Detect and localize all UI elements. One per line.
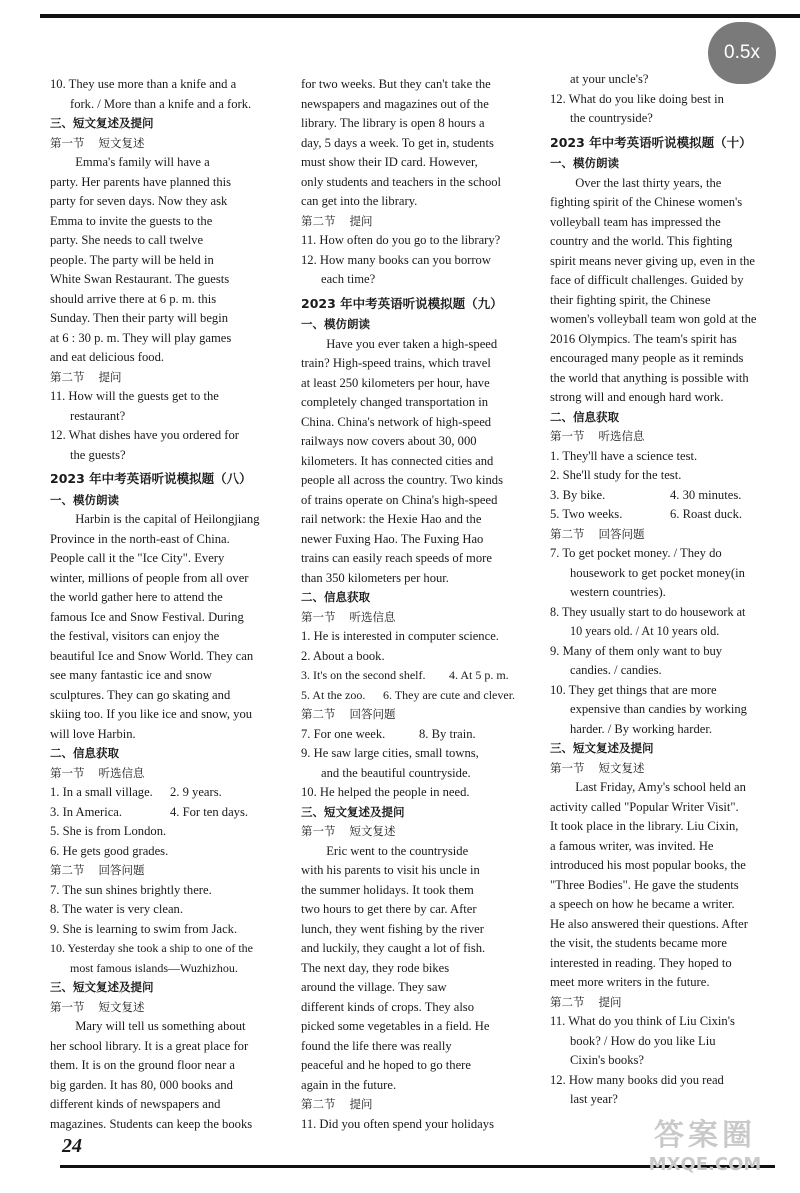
- passage-library: for two weeks. But they can't take the newspapers and magazines out of the library. The library is open 8 hours a day, 5 days a week. To get in, students must show their ID card. However, only students and teachers in the school can get into the library.: [301, 77, 502, 208]
- question-12: 12. How many books did you read last year?: [550, 1072, 724, 1106]
- page-number: 24: [62, 1135, 82, 1157]
- answer-1: 1. They'll have a science test.: [550, 448, 698, 463]
- subsection-heading: 第二节 提问: [301, 213, 373, 228]
- subsection-heading: 第二节 回答问题: [301, 707, 396, 721]
- answer-10: 10. They get things that are more expensive than candies by working harder. / By working harder.: [550, 682, 747, 736]
- passage-mary: Mary will tell us something about her school library. It is a great place for them. It is on the ground floor near a big garden. It has 80, 000 books and different kinds of newspapers and magazines. Students can keep the books: [50, 1019, 253, 1131]
- subsection-heading: 第一节 短文复述: [50, 999, 145, 1014]
- answer-row: 3. In America. 4. For ten days.: [50, 804, 249, 819]
- column-3: [550, 70, 772, 1110]
- question-12: 12. What dishes have you ordered for the guests?: [50, 428, 239, 462]
- subsection-heading: 第二节 回答问题: [50, 863, 145, 877]
- subsection-heading: 第一节 短文复述: [301, 824, 396, 838]
- section-heading: 一、模仿朗读: [301, 317, 370, 331]
- test-title-10: 2023 年中考英语听说模拟题（十）: [550, 134, 752, 150]
- answer-9: 9. He saw large cities, small towns, and the beautiful countryside.: [301, 746, 479, 780]
- top-rule: [40, 14, 800, 18]
- question-11: 11. How often do you go to the library?: [301, 233, 501, 247]
- answer-10: 10. He helped the people in need.: [301, 785, 470, 799]
- playback-speed-badge[interactable]: 0.5x: [708, 22, 776, 84]
- subsection-heading: 第二节 提问: [301, 1097, 373, 1111]
- passage-harbin: Harbin is the capital of Heilongjiang Province in the north-east of China. People call it the "Ice City". Every winter, millions of people from all over the world gather here to attend the famous Ice and Snow Festival. During the festival, visitors can enjoy the beautiful Ice and Snow World. They can see many fantastic ice and snow sculptures. They can go skating and skiing too. If you like ice and snow, you will love Harbin.: [50, 512, 260, 741]
- subsection-heading: 第一节 短文复述: [550, 760, 645, 775]
- passage-volleyball: Over the last thirty years, the fighting spirit of the Chinese women's volleyball team has impressed the country and the world. This fighting spirit means never giving up, even in the face of difficult challenges. Guided by their fighting spirit, the Chinese women's volleyball team won gold at the 2016 Olympics. The team's spirit has encouraged many people as it reminds the world that anything is possible with strong will and enough hard work.: [550, 175, 757, 404]
- answer-5: 5. She is from London.: [50, 824, 167, 838]
- answer-8: 8. The water is very clean.: [50, 902, 183, 916]
- answer-row: 5. At the zoo. 6. They are cute and clever.: [301, 687, 516, 702]
- test-title-8: 2023 年中考英语听说模拟题（八）: [50, 471, 252, 486]
- answer-row: 7. For one week. 8. By train.: [301, 726, 476, 741]
- question-11: 11. How will the guests get to the restaurant?: [50, 389, 219, 423]
- column-2: [301, 75, 534, 1134]
- subsection-heading: 第一节 听选信息: [50, 765, 145, 780]
- question-12: 12. What do you like doing best in the countryside?: [550, 91, 724, 125]
- section-heading: 二、信息获取: [301, 590, 370, 604]
- passage-emma: Emma's family will have a party. Her parents have planned this party for seven days. Now they ask Emma to invite the guests to the party. She needs to call twelve people. The party will be held in White Swan Restaurant. The guests should arrive there at 6 p. m. this Sunday. Then their party will begin at 6 : 30 p. m. They will play games and eat delicious food.: [50, 155, 232, 364]
- answer-row: 1. In a small village. 2. 9 years.: [50, 785, 222, 799]
- test-title-9: 2023 年中考英语听说模拟题（九）: [301, 295, 503, 311]
- section-heading: 三、短文复述及提问: [550, 741, 654, 755]
- answer-6: 6. He gets good grades.: [50, 843, 169, 858]
- passage-high-speed-train: Have you ever taken a high-speed train? High-speed trains, which travel at least 250 kilometers per hour, have completely changed transportation in China. China's network of high-speed railways now covers about 30, 000 kilometers. It has connected cities and people all across the country. Two kinds of trains operate on China's high-speed rail network: the Hexie Hao and the newer Fuxing Hao. The Fuxing Hao trains can easily reach speeds of more than 350 kilometers per hour.: [301, 336, 503, 585]
- subsection-heading: 第一节 听选信息: [301, 609, 396, 624]
- section-heading: 二、信息获取: [50, 746, 119, 760]
- question-11: 11. Did you often spend your holidays: [301, 1116, 494, 1131]
- answer-10: 10. They use more than a knife and a fork. / More than a knife and a fork.: [50, 77, 252, 111]
- subsection-heading: 第一节 听选信息: [550, 429, 645, 443]
- answer-row: 3. It's on the second shelf. 4. At 5 p. m.: [301, 668, 509, 682]
- subsection-heading: 第一节 短文复述: [50, 135, 145, 150]
- subsection-heading: 第二节 提问: [50, 369, 122, 384]
- watermark-logo: 答案圈 MXQE.COM: [648, 1118, 762, 1175]
- section-heading: 三、短文复述及提问: [301, 804, 405, 819]
- column-1: [50, 75, 282, 1134]
- answer-9: 9. She is learning to swim from Jack.: [50, 921, 238, 936]
- question-11: 11. What do you think of Liu Cixin's book? / How do you like Liu Cixin's books?: [550, 1014, 735, 1067]
- section-heading: 一、模仿朗读: [550, 156, 619, 170]
- answer-2: 2. About a book.: [301, 648, 385, 663]
- answer-9: 9. Many of them only want to buy candies. / candies.: [550, 643, 723, 677]
- subsection-heading: 第二节 提问: [550, 994, 622, 1009]
- question-12: 12. How many books can you borrow each time?: [301, 252, 491, 286]
- section-heading: 三、短文复述及提问: [50, 980, 154, 994]
- section-heading: 二、信息获取: [550, 409, 619, 424]
- section-heading: 一、模仿朗读: [50, 492, 119, 507]
- subsection-heading: 第二节 回答问题: [550, 526, 645, 541]
- answer-8: 8. They usually start to do housework at 10 years old. / At 10 years old.: [550, 604, 746, 638]
- answer-row: 5. Two weeks. 6. Roast duck.: [550, 507, 743, 521]
- passage-amy: Last Friday, Amy's school held an activity called "Popular Writer Visit". It took place in the library. Liu Cixin, a famous writer, was invited. He introduced his most popular books, the "Three Bodies". He gave the students a speech on how he became a writer. He also answered their questions. After the visit, the students became more interested in reading. They hoped to meet more writers in the future.: [550, 780, 748, 989]
- answer-10: 10. Yesterday she took a ship to one of the most famous islands—Wuzhizhou.: [50, 941, 253, 975]
- answer-7: 7. To get pocket money. / They do housework to get pocket money(in western countries).: [550, 546, 745, 599]
- question-11-continued: at your uncle's?: [570, 72, 649, 86]
- section-heading: 三、短文复述及提问: [50, 116, 154, 130]
- answer-row: 3. By bike. 4. 30 minutes.: [550, 487, 742, 502]
- answer-2: 2. She'll study for the test.: [550, 468, 682, 482]
- passage-eric: Eric went to the countryside with his parents to visit his uncle in the summer holidays. It took them two hours to get there by car. After lunch, they went fishing by the river and luckily, they caught a lot of fish. The next day, they rode bikes around the village. They saw different kinds of crops. They also picked some vegetables in a field. He found the life there was really peaceful and he hoped to go there again in the future.: [301, 843, 490, 1092]
- answer-1: 1. He is interested in computer science.: [301, 629, 499, 643]
- answer-7: 7. The sun shines brightly there.: [50, 882, 212, 897]
